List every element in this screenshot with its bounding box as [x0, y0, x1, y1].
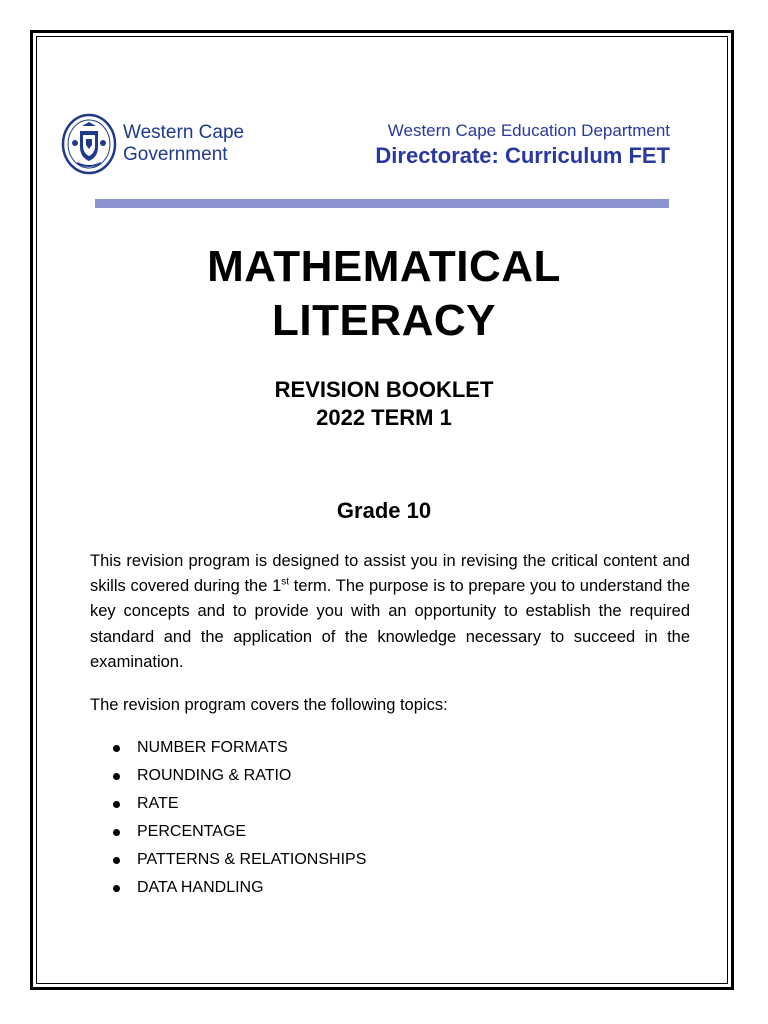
intro-paragraph	[90, 549, 690, 675]
department-block	[375, 121, 670, 171]
list-item: RATE	[110, 790, 366, 818]
topics-list	[110, 734, 366, 902]
list-item: PERCENTAGE	[110, 818, 366, 846]
list-item: NUMBER FORMATS	[110, 734, 366, 762]
subtitle-line2: 2022 TERM 1	[316, 405, 452, 430]
title-line1: MATHEMATICAL	[207, 242, 561, 291]
government-name-line2: Government	[123, 144, 228, 165]
topics-intro: The revision program covers the following topics:	[90, 696, 448, 714]
list-item: PATTERNS & RELATIONSHIPS	[110, 846, 366, 874]
department-name: Western Cape Education Department	[387, 121, 670, 140]
government-name	[123, 122, 244, 166]
document-subtitle	[0, 376, 768, 432]
western-cape-coat-of-arms-icon	[61, 113, 117, 175]
list-item: DATA HANDLING	[110, 874, 366, 902]
intro-text-part1: This revision program is designed to assist you in revising the critical content and skills covered during the 1	[90, 552, 690, 596]
title-line2: LITERACY	[272, 296, 496, 345]
list-item: ROUNDING & RATIO	[110, 762, 366, 790]
grade-label: Grade 10	[336, 498, 432, 523]
header-divider	[95, 199, 669, 208]
intro-superscript: st	[281, 576, 290, 588]
subtitle-line1: REVISION BOOKLET	[274, 377, 494, 402]
document-title	[0, 240, 768, 348]
government-name-line1: Western Cape	[123, 122, 245, 143]
directorate-name: Directorate: Curriculum FET	[375, 143, 670, 168]
intro-text-part2: term. The purpose is to prepare you to understand the key concepts and to provide you with an opportunity to establish the required standard and the application of the knowledge necessary to succeed in the examination.	[90, 577, 690, 671]
